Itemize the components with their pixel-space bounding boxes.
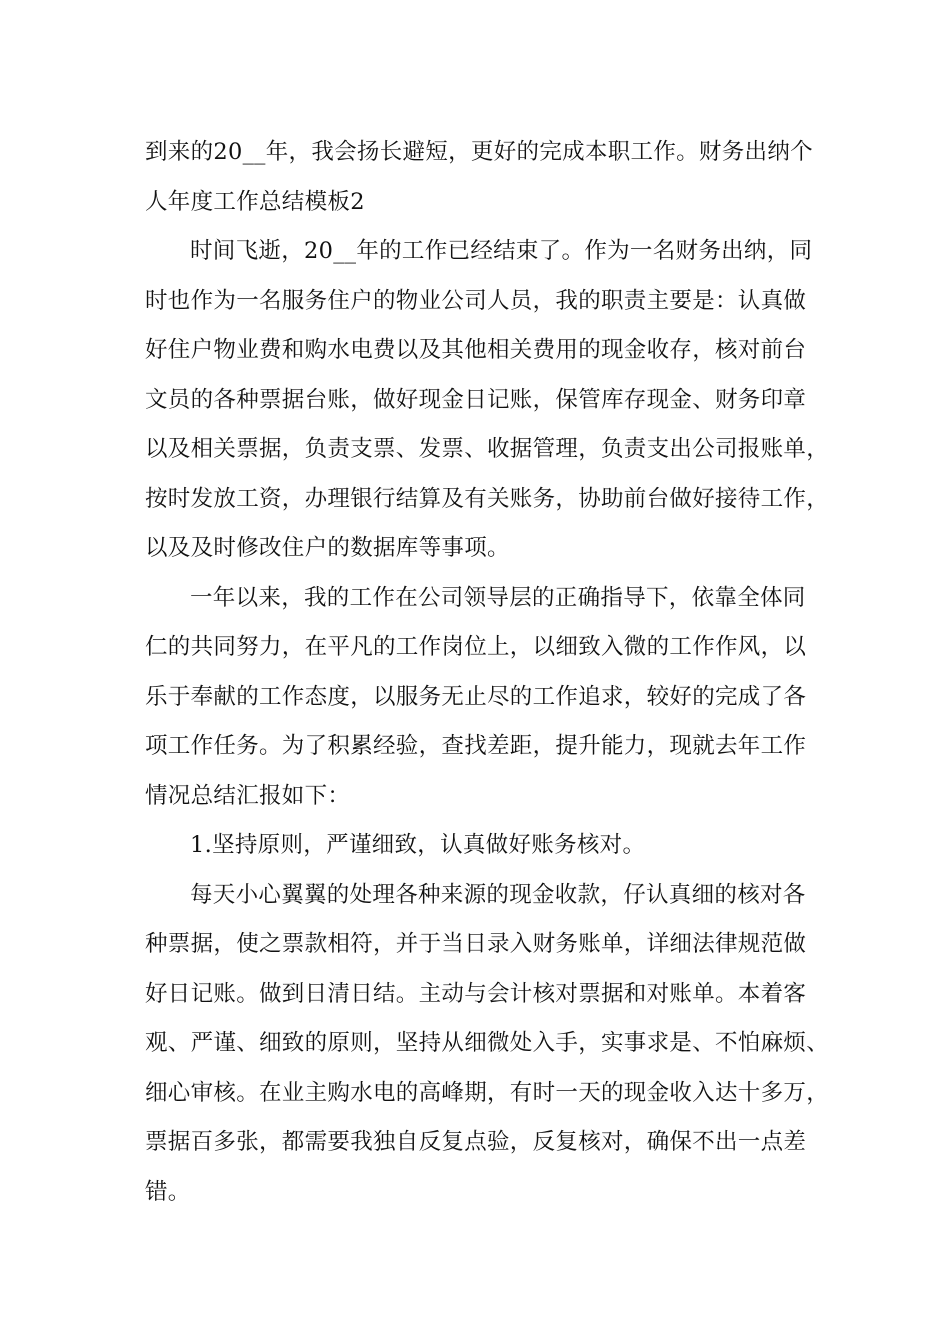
text-line: 以及相关票据，负责支票、发票、收据管理，负责支出公司报账单， — [145, 436, 830, 462]
text-line: 情况总结汇报如下： — [145, 782, 351, 809]
text-line: 时也作为一名服务住户的物业公司人员，我的职责主要是：认真做 — [145, 287, 807, 314]
text-line: 好住户物业费和购水电费以及其他相关费用的现金收存，核对前台 — [145, 337, 807, 363]
paragraph-start-line: 一年以来，我的工作在公司领导层的正确指导下，依靠全体同 — [190, 584, 806, 611]
document-body — [145, 128, 830, 1217]
paragraph-start-line: 每天小心翼翼的处理各种来源的现金收款，仔认真细的核对各 — [190, 881, 806, 908]
text-line: 票据百多张，都需要我独自反复点验，反复核对，确保不出一点差 — [145, 1129, 807, 1155]
text-line: 按时发放工资，办理银行结算及有关账务，协助前台做好接待工作， — [145, 485, 830, 512]
paragraph-start-line: 时间飞逝，20__年的工作已经结束了。作为一名财务出纳，同 — [190, 238, 813, 264]
text-line: 观、严谨、细致的原则，坚持从细微处入手，实事求是、不怕麻烦、 — [145, 1030, 830, 1056]
text-line: 到来的20__年，我会扬长避短，更好的完成本职工作。财务出纳个 — [145, 139, 813, 165]
text-line: 仁的共同努力，在平凡的工作岗位上，以细致入微的工作作风，以 — [145, 634, 807, 660]
text-line: 乐于奉献的工作态度，以服务无止尽的工作追求，较好的完成了各 — [145, 683, 807, 710]
text-line: 种票据，使之票款相符，并于当日录入财务账单，详细法律规范做 — [145, 931, 807, 957]
text-line: 细心审核。在业主购水电的高峰期，有时一天的现金收入达十多万， — [145, 1079, 830, 1106]
text-line: 项工作任务。为了积累经验，查找差距，提升能力，现就去年工作 — [145, 733, 807, 759]
text-line: 好日记账。做到日清日结。主动与会计核对票据和对账单。本着客 — [145, 980, 807, 1007]
text-line: 人年度工作总结模板2 — [145, 188, 365, 215]
section-heading-line: 1.坚持原则，严谨细致，认真做好账务核对。 — [190, 832, 646, 858]
text-line: 以及及时修改住户的数据库等事项。 — [145, 535, 510, 561]
text-line: 文员的各种票据台账，做好现金日记账，保管库存现金、财务印章 — [145, 386, 807, 413]
text-line: 错。 — [145, 1178, 191, 1205]
